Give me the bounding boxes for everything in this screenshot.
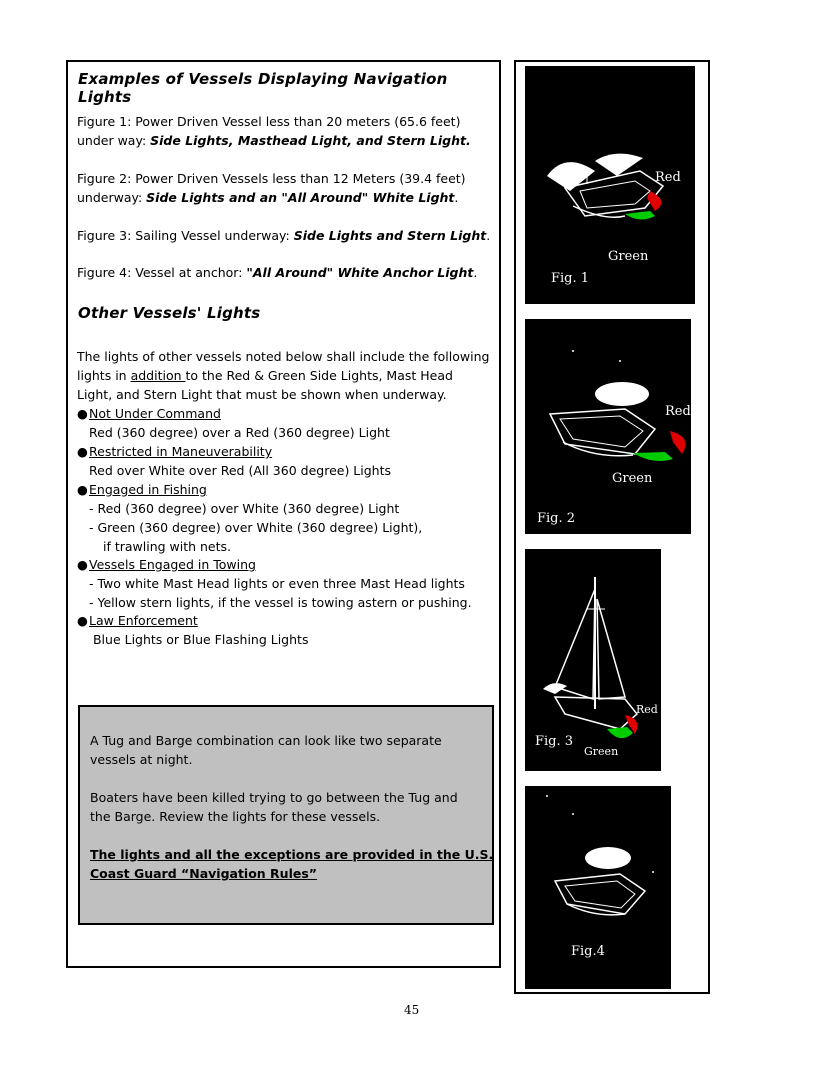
list-item: ●Not Under Command Red (360 degree) over a Red (360 degree) Light	[77, 406, 390, 440]
fig2-green-label: Green	[612, 471, 653, 486]
content-panel	[66, 60, 501, 968]
note-text: Boaters have been killed trying to go between the Tug and the Barge. Review the lights for these vessels.	[90, 790, 458, 824]
power-vessel-illustration	[525, 319, 691, 534]
fig1-green-label: Green	[608, 249, 649, 264]
list-item: ●Law Enforcement Blue Lights or Blue Flashing Lights	[77, 613, 309, 647]
list-item: ●Engaged in Fishing - Red (360 degree) over White (360 degree) Light - Green (360 degree) over White (360 degree) Light), if trawling with nets.	[77, 482, 423, 554]
list-item: ●Restricted in Maneuverability Red over White over Red (All 360 degree) Lights	[77, 444, 392, 478]
list-item: ●Vessels Engaged in Towing - Two white Mast Head lights or even three Mast Head lights - Yellow stern lights, if the vessel is towing astern or pushing.	[77, 557, 472, 610]
note-emphasis: The lights and all the exceptions are provided in the U.S. Coast Guard “Navigation Rules”	[90, 847, 494, 881]
page-number: 45	[404, 1003, 420, 1017]
fig3-green-label: Green	[584, 745, 619, 758]
fig3-description: Figure 3: Sailing Vessel underway: Side Lights and Stern Light.	[77, 228, 491, 243]
note-text: A Tug and Barge combination can look like two separate vessels at night.	[90, 733, 442, 767]
figure-2	[525, 319, 691, 534]
fig1-caption: Fig. 1	[551, 271, 590, 286]
fig2-red-label: Red	[665, 404, 691, 419]
fig3-red-label: Red	[636, 703, 658, 716]
fig1-description: Figure 1: Power Driven Vessel less than 20 meters (65.6 feet) under way: Side Lights, Masthead Light, and Stern Light.	[77, 114, 471, 148]
fig2-caption: Fig. 2	[537, 511, 576, 526]
examples-heading: Examples of Vessels Displaying Navigation Lights	[78, 70, 448, 106]
other-vessels-heading: Other Vessels' Lights	[78, 304, 261, 322]
power-vessel-illustration	[525, 66, 695, 304]
figure-1	[525, 66, 695, 304]
tug-barge-note	[78, 705, 494, 925]
fig3-caption: Fig. 3	[535, 734, 574, 749]
other-intro: The lights of other vessels noted below shall include the following lights in addition to the Red & Green Side Lights, Mast Head Light, and Stern Light that must be shown when underway.	[77, 349, 490, 402]
fig2-description: Figure 2: Power Driven Vessels less than 12 Meters (39.4 feet) underway: Side Lights and an "All Around" White Light.	[77, 171, 466, 205]
fig1-red-label: Red	[655, 170, 681, 185]
fig4-caption: Fig.4	[571, 944, 605, 959]
fig4-description: Figure 4: Vessel at anchor: "All Around" White Anchor Light.	[77, 265, 478, 280]
